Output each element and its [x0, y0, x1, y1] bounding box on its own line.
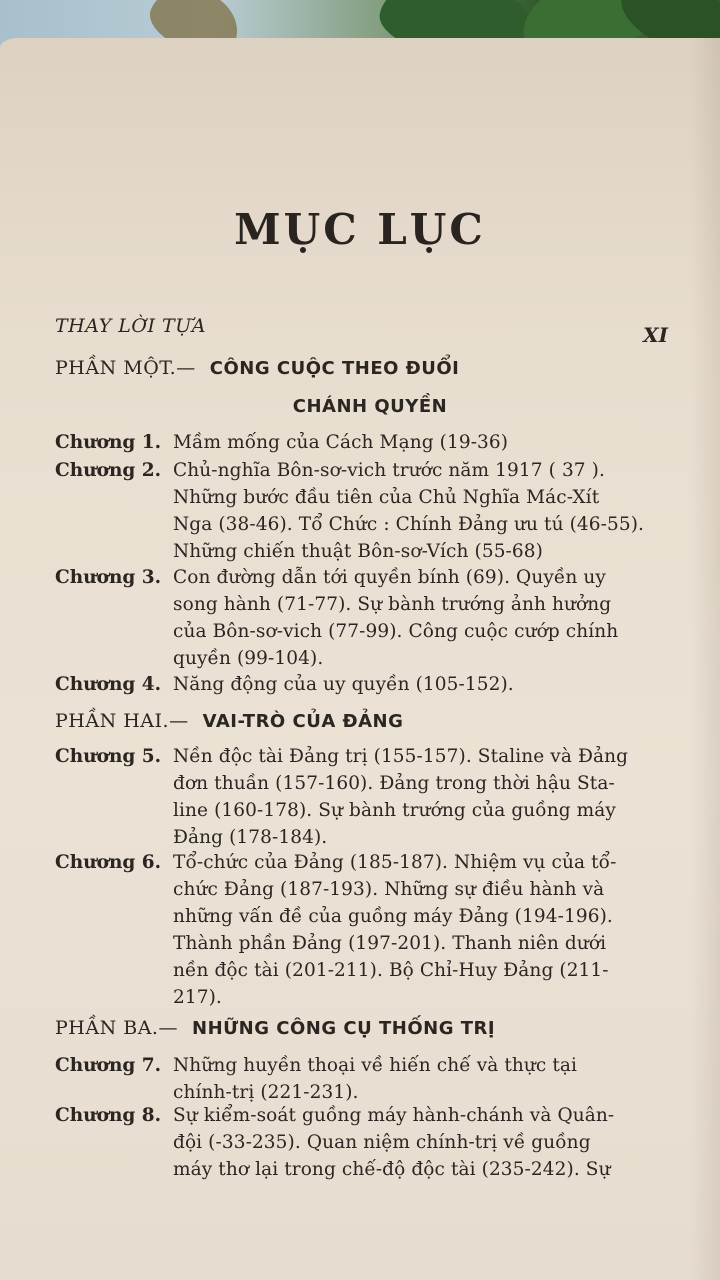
chapter-line: Đảng (178-184).	[173, 827, 328, 848]
chapter-line: song hành (71-77). Sự bành trướng ảnh hưởng	[173, 594, 612, 615]
chapter-line: Sự kiểm-soát guồng máy hành-chánh và Quân-	[173, 1105, 615, 1126]
page-title: MỤC LỤC	[234, 205, 486, 254]
part-lead: PHẦN BA.—	[55, 1017, 178, 1039]
part-heading	[55, 710, 403, 732]
chapter-line: Thành phần Đảng (197-201). Thanh niên dưới	[173, 933, 607, 954]
preface-page: XI	[643, 323, 668, 347]
chapter-line: line (160-178). Sự bành trướng của guồng máy	[173, 800, 616, 821]
chapter-line: đơn thuần (157-160). Đảng trong thời hậu Sta-	[173, 773, 615, 794]
part-lead: PHẦN MỘT.—	[55, 357, 196, 379]
part-title: NHỮNG CÔNG CỤ THỐNG TRỊ	[192, 1018, 496, 1039]
chapter-line: Chủ-nghĩa Bôn-sơ-vich trước năm 1917 ( 37 ).	[173, 460, 605, 481]
chapter-line: những vấn đề của guồng máy Đảng (194-196).	[173, 906, 613, 927]
chapter-line: quyền (99-104).	[173, 648, 324, 669]
chapter-line: của Bôn-sơ-vich (77-99). Công cuộc cướp chính	[173, 621, 619, 642]
chapter-line: Nền độc tài Đảng trị (155-157). Staline và Đảng	[173, 746, 629, 767]
chapter-line: Năng động của uy quyền (105-152).	[173, 674, 514, 695]
chapter-line: Nga (38-46). Tổ Chức : Chính Đảng ưu tú (46-55).	[173, 514, 645, 535]
chapter-line: Tổ-chức của Đảng (185-187). Nhiệm vụ của tổ-	[173, 852, 617, 873]
chapter-label: Chương 1.	[55, 432, 162, 453]
chapter-label: Chương 7.	[55, 1055, 162, 1076]
chapter-line: Con đường dẫn tới quyền bính (69). Quyền uy	[173, 567, 606, 588]
chapter-line: chính-trị (221-231).	[173, 1082, 359, 1103]
part-lead: PHẦN HAI.—	[55, 710, 189, 732]
chapter-line: chức Đảng (187-193). Những sự điều hành và	[173, 879, 605, 900]
preface-label: THAY LỜI TỰA	[55, 315, 206, 337]
chapter-label: Chương 6.	[55, 852, 162, 873]
chapter-line: 217).	[173, 987, 222, 1008]
part-title-line2: CHÁNH QUYỀN	[292, 396, 448, 417]
part-title: VAI-TRÒ CỦA ĐẢNG	[202, 711, 404, 732]
chapter-label: Chương 8.	[55, 1105, 162, 1126]
chapter-line: đội (-33-235). Quan niệm chính-trị về guồng	[173, 1132, 591, 1153]
part-heading	[55, 357, 459, 379]
part-title: CÔNG CUỘC THEO ĐUỔI	[209, 358, 460, 379]
chapter-line: Những bước đầu tiên của Chủ Nghĩa Mác-Xít	[173, 487, 600, 508]
chapter-line: Mầm mống của Cách Mạng (19-36)	[173, 432, 509, 453]
chapter-label: Chương 3.	[55, 567, 162, 588]
chapter-label: Chương 2.	[55, 460, 162, 481]
chapter-line: máy thơ lại trong chế-độ độc tài (235-242). Sự	[173, 1159, 611, 1180]
chapter-label: Chương 4.	[55, 674, 162, 695]
part-heading	[55, 1017, 495, 1039]
chapter-line: nền độc tài (201-211). Bộ Chỉ-Huy Đảng (211-	[173, 960, 609, 981]
chapter-label: Chương 5.	[55, 746, 162, 767]
chapter-line: Những chiến thuật Bôn-sơ-Vích (55-68)	[173, 541, 543, 562]
chapter-line: Những huyền thoại về hiến chế và thực tại	[173, 1055, 578, 1076]
